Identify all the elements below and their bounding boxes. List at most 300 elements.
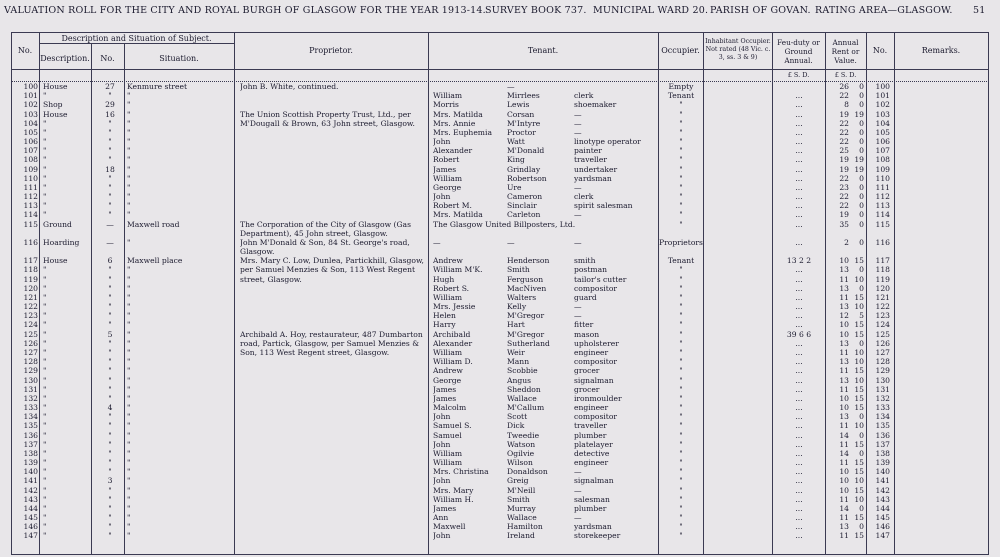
situation: " xyxy=(127,467,131,477)
rent-pounds: 13 xyxy=(839,522,849,532)
tenant-surname: Angus xyxy=(507,375,532,385)
description: " xyxy=(43,522,47,532)
street-number: " xyxy=(108,302,112,312)
table-row xyxy=(0,128,1000,137)
entry-number: 141 xyxy=(23,476,38,486)
situation: Maxwell road xyxy=(127,219,180,229)
situation: " xyxy=(127,292,131,302)
street-number: 3 xyxy=(107,476,113,486)
tenant-occupation: ironmoulder xyxy=(574,393,622,403)
tenant-surname: Walters xyxy=(507,292,537,302)
feu-units: £ S. D. xyxy=(787,71,810,79)
situation: " xyxy=(127,485,131,495)
description: " xyxy=(43,357,47,367)
entry-number-right: 137 xyxy=(875,439,890,449)
proprietor: Son, 113 West Regent street, Glasgow. xyxy=(240,347,390,357)
table-row xyxy=(0,302,1000,311)
situation: " xyxy=(127,366,131,376)
rent-pounds: 10 xyxy=(839,256,849,266)
tenant-first-name: William H. xyxy=(433,494,474,504)
feu-duty: ... xyxy=(795,118,803,128)
rent-pounds: 13 xyxy=(839,357,849,367)
tenant-occupation: spirit salesman xyxy=(574,201,633,211)
tenant-occupation: platelayer xyxy=(574,439,613,449)
entry-number: 124 xyxy=(23,320,38,330)
feu-duty: ... xyxy=(795,201,803,211)
entry-number: 103 xyxy=(23,109,38,119)
tenant-first-name: Morris xyxy=(433,100,459,110)
occupier: Proprietors xyxy=(659,237,703,247)
feu-duty: ... xyxy=(795,320,803,330)
occupier: " xyxy=(679,485,683,495)
entry-number-right: 117 xyxy=(875,256,890,266)
table-row xyxy=(0,394,1000,403)
tenant-first-name: Andrew xyxy=(433,366,463,376)
feu-duty: ... xyxy=(795,338,803,348)
table-row xyxy=(0,100,1000,109)
entry-number-right: 143 xyxy=(875,494,890,504)
occupier: " xyxy=(679,366,683,376)
occupier: " xyxy=(679,118,683,128)
tenant-surname: Ure xyxy=(507,182,522,192)
feu-duty: ... xyxy=(795,192,803,202)
feu-duty: ... xyxy=(795,109,803,119)
table-row xyxy=(0,146,1000,155)
description: " xyxy=(43,421,47,431)
rent-pounds: 22 xyxy=(839,137,849,147)
table-row xyxy=(0,137,1000,146)
situation: " xyxy=(127,137,131,147)
occupier: " xyxy=(679,219,683,229)
entry-number-right: 110 xyxy=(875,173,890,183)
entry-number: 112 xyxy=(23,192,38,202)
feu-duty: ... xyxy=(795,366,803,376)
table-row xyxy=(0,210,1000,219)
description: " xyxy=(43,384,47,394)
street-number: " xyxy=(108,91,112,101)
street-number: " xyxy=(108,503,112,513)
rent-shillings: 0 xyxy=(859,430,864,440)
feu-duty: ... xyxy=(795,237,803,247)
description: " xyxy=(43,265,47,275)
description: " xyxy=(43,283,47,293)
table-row xyxy=(0,165,1000,174)
rent-shillings: 15 xyxy=(854,329,864,339)
street-number: " xyxy=(108,155,112,165)
tenant-first-name: Robert M. xyxy=(433,201,472,211)
situation: " xyxy=(127,384,131,394)
rent-shillings: 5 xyxy=(859,311,864,321)
tenant-occupation: fitter xyxy=(574,320,594,330)
tenant-occupation: upholsterer xyxy=(574,338,619,348)
entry-number: 108 xyxy=(23,155,38,165)
tenant-occupation: — xyxy=(574,311,582,321)
entry-number: 132 xyxy=(23,393,38,403)
occupier: " xyxy=(679,137,683,147)
rent-pounds: 19 xyxy=(839,164,849,174)
tenant-occupation: yardsman xyxy=(574,522,612,532)
feu-duty: ... xyxy=(795,146,803,156)
col-occupier-header: Occupier. xyxy=(661,46,700,55)
street-number: " xyxy=(108,292,112,302)
occupier: " xyxy=(679,476,683,486)
tenant-first-name: Samuel S. xyxy=(433,421,472,431)
description: " xyxy=(43,311,47,321)
street-number: " xyxy=(108,513,112,523)
description: Hoarding xyxy=(43,237,80,247)
rent-shillings: 0 xyxy=(859,503,864,513)
entry-number-right: 139 xyxy=(875,458,890,468)
entry-number-right: 142 xyxy=(875,485,890,495)
col-desc-group-header: Description and Situation of Subject. xyxy=(61,34,212,43)
tenant-occupation: undertaker xyxy=(574,164,618,174)
rent-shillings: 0 xyxy=(859,137,864,147)
description: " xyxy=(43,320,47,330)
entry-number: 138 xyxy=(23,448,38,458)
tenant-first-name: Mrs. Annie xyxy=(433,118,476,128)
entry-number: 139 xyxy=(23,458,38,468)
feu-duty: 13 2 2 xyxy=(786,256,812,266)
tenant-occupation: engineer xyxy=(574,347,609,357)
entry-number-right: 124 xyxy=(875,320,890,330)
situation: " xyxy=(127,100,131,110)
occupier: " xyxy=(679,155,683,165)
col-no3-header: No. xyxy=(872,46,888,55)
occupier: " xyxy=(679,302,683,312)
description: " xyxy=(43,439,47,449)
tenant-first-name: Alexander xyxy=(433,146,473,156)
street-number: " xyxy=(108,375,112,385)
table-row xyxy=(0,119,1000,128)
occupier: " xyxy=(679,513,683,523)
rent-shillings: 10 xyxy=(854,347,864,357)
street-number: " xyxy=(108,522,112,532)
situation: " xyxy=(127,375,131,385)
tenant-occupation: plumber xyxy=(574,503,607,513)
tenant-occupation: — xyxy=(574,237,582,247)
situation: " xyxy=(127,274,131,284)
col-description-header: Description. xyxy=(40,54,90,63)
col-tenant-header: Tenant. xyxy=(527,46,559,55)
rent-shillings: 0 xyxy=(859,210,864,220)
table-bottom-rule xyxy=(11,554,989,555)
street-number: 18 xyxy=(105,164,115,174)
tenant-surname: Wilson xyxy=(507,458,533,468)
table-row xyxy=(0,293,1000,302)
occupier: " xyxy=(679,494,683,504)
tenant-first-name: Maxwell xyxy=(433,522,466,532)
tenant-first-name: John xyxy=(433,412,451,422)
entry-number-right: 135 xyxy=(875,421,890,431)
rent-shillings: 0 xyxy=(859,173,864,183)
entry-number-right: 126 xyxy=(875,338,890,348)
col-number-header: No. xyxy=(100,54,115,63)
entry-number-right: 111 xyxy=(875,182,890,192)
tenant-occupation: linotype operator xyxy=(574,137,641,147)
entry-number: 145 xyxy=(23,513,38,523)
rent-pounds: 2 xyxy=(844,237,849,247)
street-number: " xyxy=(108,439,112,449)
feu-duty: ... xyxy=(795,393,803,403)
tenant-occupation: — xyxy=(574,127,582,137)
tenant-surname: Dick xyxy=(507,421,525,431)
tenant-first-name: Mrs. Euphemia xyxy=(433,127,492,137)
tenant-occupation: — xyxy=(574,109,582,119)
proprietor: Department), 45 John street, Glasgow. xyxy=(240,228,388,238)
feu-duty: ... xyxy=(795,182,803,192)
occupier: Tenant xyxy=(667,91,695,101)
street-number: 27 xyxy=(105,82,115,91)
entry-number-right: 138 xyxy=(875,448,890,458)
street-number: — xyxy=(106,237,114,247)
description: House xyxy=(43,109,68,119)
entry-number-right: 104 xyxy=(875,118,890,128)
situation: " xyxy=(127,311,131,321)
rent-shillings: 10 xyxy=(854,274,864,284)
tenant-first-name: Mrs. Matilda xyxy=(433,210,483,220)
description: " xyxy=(43,201,47,211)
entry-number-right: 119 xyxy=(875,274,890,284)
street-number: " xyxy=(108,320,112,330)
situation: " xyxy=(127,118,131,128)
situation: " xyxy=(127,302,131,312)
parish: PARISH OF GOVAN. xyxy=(710,5,811,16)
table-row xyxy=(0,357,1000,366)
rent-shillings: 19 xyxy=(854,109,864,119)
tenant-occupation: — xyxy=(574,182,582,192)
tenant-occupation: yardsman xyxy=(574,173,612,183)
tenant-surname: Donaldson xyxy=(507,467,548,477)
feu-duty: ... xyxy=(795,503,803,513)
description: House xyxy=(43,256,68,266)
description: " xyxy=(43,494,47,504)
rent-shillings: 0 xyxy=(859,146,864,156)
situation: " xyxy=(127,338,131,348)
occupier: " xyxy=(679,357,683,367)
tenant-occupation: — xyxy=(574,302,582,312)
situation: " xyxy=(127,192,131,202)
tenant-occupation: mason xyxy=(574,329,600,339)
entry-number: 115 xyxy=(23,219,38,229)
entry-number-right: 109 xyxy=(875,164,890,174)
entry-number-right: 133 xyxy=(875,403,890,413)
feu-duty: ... xyxy=(795,302,803,312)
tenant-occupation: compositor xyxy=(574,357,618,367)
proprietor: Mrs. Mary C. Low, Dunlea, Partickhill, Glasgow, xyxy=(240,256,424,266)
table-row xyxy=(0,504,1000,513)
entry-number: 125 xyxy=(23,329,38,339)
entry-number: 105 xyxy=(23,127,38,137)
tenant-occupation: tailor's cutter xyxy=(574,274,627,284)
entry-number: 136 xyxy=(23,430,38,440)
rent-shillings: 15 xyxy=(854,467,864,477)
entry-number: 120 xyxy=(23,283,38,293)
feu-duty: ... xyxy=(795,283,803,293)
situation: " xyxy=(127,146,131,156)
table-row xyxy=(0,486,1000,495)
rent-pounds: 11 xyxy=(839,421,849,431)
tenant-first-name: Archibald xyxy=(433,329,471,339)
feu-duty: ... xyxy=(795,292,803,302)
rent-pounds: 19 xyxy=(839,155,849,165)
rent-pounds: 14 xyxy=(839,503,849,513)
occupier: " xyxy=(679,192,683,202)
entry-number: 121 xyxy=(23,292,38,302)
occupier: " xyxy=(679,403,683,413)
feu-duty: ... xyxy=(795,494,803,504)
tenant-first-name: Mrs. Mary xyxy=(433,485,474,495)
feu-duty: ... xyxy=(795,164,803,174)
entry-number: 131 xyxy=(23,384,38,394)
tenant-first-name: Harry xyxy=(433,320,456,330)
situation: " xyxy=(127,109,131,119)
col-situation-header: Situation. xyxy=(159,54,199,63)
situation: " xyxy=(127,494,131,504)
description: " xyxy=(43,91,47,101)
col-proprietor-header: Proprietor. xyxy=(309,46,353,55)
tenant-surname: Henderson xyxy=(507,256,550,266)
tenant-surname: M'Neill xyxy=(507,485,536,495)
situation: Kenmure street xyxy=(127,82,188,91)
street-number: " xyxy=(108,448,112,458)
entry-number-right: 112 xyxy=(875,192,890,202)
entry-number: 129 xyxy=(23,366,38,376)
entry-number: 140 xyxy=(23,467,38,477)
tenant-first-name: Samuel xyxy=(433,430,462,440)
feu-duty: ... xyxy=(795,513,803,523)
tenant-occupation: smith xyxy=(574,256,596,266)
tenant-first-name: Malcolm xyxy=(433,403,467,413)
col-inhabitant-header: Inhabitant Occupier. Not rated (48 Vic. c. 3, ss. 3 & 9) xyxy=(705,38,771,61)
occupier: " xyxy=(679,338,683,348)
occupier: " xyxy=(679,109,683,119)
tenant-first-name: Mrs. Matilda xyxy=(433,109,483,119)
street-number: " xyxy=(108,338,112,348)
rent-pounds: 26 xyxy=(839,82,849,91)
tenant-occupation: grocer xyxy=(574,366,600,376)
feu-duty: ... xyxy=(795,412,803,422)
situation: " xyxy=(127,127,131,137)
occupier: " xyxy=(679,201,683,211)
tenant-surname: Carleton xyxy=(507,210,541,220)
entry-number-right: 103 xyxy=(875,109,890,119)
tenant-first-name: William M'K. xyxy=(433,265,483,275)
feu-duty: 39 6 6 xyxy=(786,329,812,339)
tenant-surname: Scobbie xyxy=(507,366,538,376)
tenant-first-name: Ann xyxy=(433,513,449,523)
tenant-surname: Wallace xyxy=(507,393,537,403)
rent-shillings: 15 xyxy=(854,292,864,302)
table-row xyxy=(0,513,1000,522)
rent-shillings: 0 xyxy=(859,265,864,275)
rent-shillings: 0 xyxy=(859,118,864,128)
table-top-rule xyxy=(11,32,989,33)
rent-shillings: 15 xyxy=(854,458,864,468)
rent-pounds: 22 xyxy=(839,173,849,183)
entry-number-right: 141 xyxy=(875,476,890,486)
table-row xyxy=(0,440,1000,449)
feu-duty: ... xyxy=(795,531,803,541)
tenant-first-name: George xyxy=(433,182,462,192)
rent-pounds: 19 xyxy=(839,210,849,220)
rent-shillings: 15 xyxy=(854,384,864,394)
proprietor: The Union Scottish Property Trust, Ltd., per xyxy=(240,109,411,119)
tenant-first-name: William D. xyxy=(433,357,473,367)
entry-number-right: 131 xyxy=(875,384,890,394)
col-annual-header: Annual Rent or Value. xyxy=(831,38,860,65)
rating-area: RATING AREA—GLASGOW. xyxy=(815,5,953,16)
tenant-first-name: George xyxy=(433,375,462,385)
entry-number-right: 125 xyxy=(875,329,890,339)
situation: " xyxy=(127,283,131,293)
feu-duty: ... xyxy=(795,439,803,449)
table-row xyxy=(0,421,1000,430)
entry-number-right: 127 xyxy=(875,347,890,357)
street-number: " xyxy=(108,182,112,192)
tenant-occupation: storekeeper xyxy=(574,531,621,541)
entry-number-right: 107 xyxy=(875,146,890,156)
rent-pounds: 19 xyxy=(839,109,849,119)
feu-duty: ... xyxy=(795,485,803,495)
tenant-occupation: — xyxy=(574,467,582,477)
tenant-occupation: compositor xyxy=(574,283,618,293)
tenant-surname: M'Callum xyxy=(507,403,545,413)
occupier: " xyxy=(679,100,683,110)
situation: " xyxy=(127,320,131,330)
rent-shillings: 10 xyxy=(854,494,864,504)
situation: " xyxy=(127,430,131,440)
rent-shillings: 0 xyxy=(859,283,864,293)
feu-duty: ... xyxy=(795,173,803,183)
street-number: " xyxy=(108,146,112,156)
occupier: " xyxy=(679,146,683,156)
rent-shillings: 19 xyxy=(854,155,864,165)
entry-number: 142 xyxy=(23,485,38,495)
rent-pounds: 11 xyxy=(839,531,849,541)
rent-shillings: 0 xyxy=(859,448,864,458)
feu-duty: ... xyxy=(795,421,803,431)
tenant-surname: M'Donald xyxy=(507,146,545,156)
entry-number: 122 xyxy=(23,302,38,312)
tenant-surname: Mirrlees xyxy=(507,91,540,101)
proprietor: The Corporation of the City of Glasgow (Gas xyxy=(240,219,411,229)
street-number: " xyxy=(108,192,112,202)
proprietor: road, Partick, Glasgow, per Samuel Menzies & xyxy=(240,338,419,348)
municipal-ward: MUNICIPAL WARD 20. xyxy=(593,5,709,16)
feu-duty: ... xyxy=(795,430,803,440)
entry-number: 106 xyxy=(23,137,38,147)
entry-number: 135 xyxy=(23,421,38,431)
tenant-surname: M'Gregor xyxy=(507,329,545,339)
rent-pounds: 11 xyxy=(839,458,849,468)
description: " xyxy=(43,210,47,220)
tenant-occupation: — xyxy=(574,485,582,495)
situation: " xyxy=(127,522,131,532)
description: " xyxy=(43,403,47,413)
street-number: " xyxy=(108,357,112,367)
occupier: " xyxy=(679,412,683,422)
tenant-surname: Smith xyxy=(507,494,530,504)
entry-number: 100 xyxy=(23,82,38,91)
occupier: " xyxy=(679,467,683,477)
situation: " xyxy=(127,265,131,275)
street-number: " xyxy=(108,531,112,541)
rent-pounds: 8 xyxy=(844,100,849,110)
entry-number-right: 100 xyxy=(875,82,890,91)
tenant-first-name: Hugh xyxy=(433,274,455,284)
rent-pounds: 12 xyxy=(839,311,849,321)
tenant-first-name: James xyxy=(433,503,457,513)
